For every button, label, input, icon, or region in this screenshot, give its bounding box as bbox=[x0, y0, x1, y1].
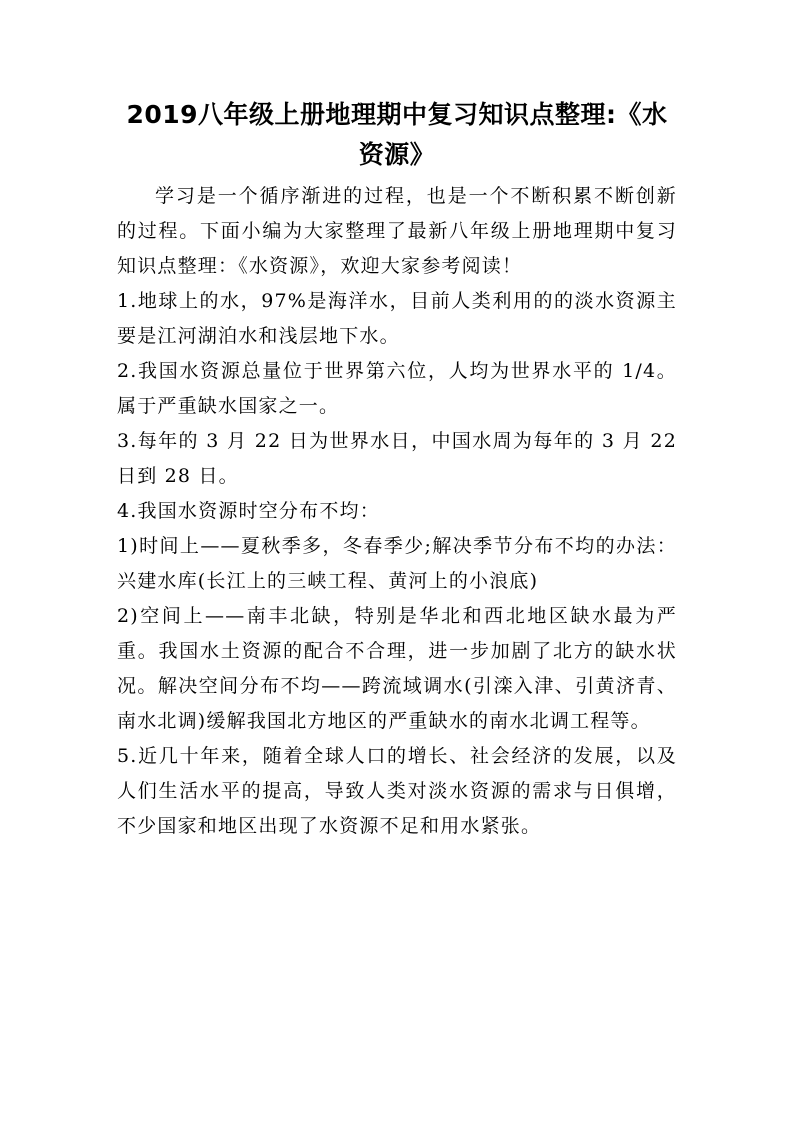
point-2-paragraph: 2.我国水资源总量位于世界第六位，人均为世界水平的 1/4。属于严重缺水国家之一。 bbox=[117, 360, 677, 417]
point-5-paragraph: 5.近几十年来，随着全球人口的增长、社会经济的发展，以及人们生活水平的提高，导致人类对淡水资源的需求与日俱增，不少国家和地区出现了水资源不足和用水紧张。 bbox=[117, 745, 677, 837]
point-4-sub-1-paragraph: 1)时间上——夏秋季多，冬春季少;解决季节分布不均的办法：兴建水库(长江上的三峡工程、黄河上的小浪底) bbox=[117, 535, 677, 592]
point-4-sub-2-paragraph: 2)空间上——南丰北缺，特别是华北和西北地区缺水最为严重。我国水土资源的配合不合理，进一步加剧了北方的缺水状况。解决空间分布不均——跨流域调水(引滦入津、引黄济青、南水北调)缓解我国北方地区的严重缺水的南水北调工程等。 bbox=[117, 605, 677, 732]
intro-paragraph: 学习是一个循序渐进的过程，也是一个不断积累不断创新的过程。下面小编为大家整理了最新八年级上册地理期中复习知识点整理：《水资源》，欢迎大家参考阅读！ bbox=[117, 185, 677, 277]
point-3-paragraph: 3.每年的 3 月 22 日为世界水日，中国水周为每年的 3 月 22 日到 28 日。 bbox=[117, 430, 677, 487]
point-1-paragraph: 1.地球上的水，97%是海洋水，目前人类利用的的淡水资源主要是江河湖泊水和浅层地下水。 bbox=[117, 290, 677, 347]
document-page bbox=[117, 95, 677, 844]
document-title: 2019八年级上册地理期中复习知识点整理:《水资源》 bbox=[126, 100, 668, 169]
point-4-heading: 4.我国水资源时空分布不均： bbox=[117, 500, 380, 522]
